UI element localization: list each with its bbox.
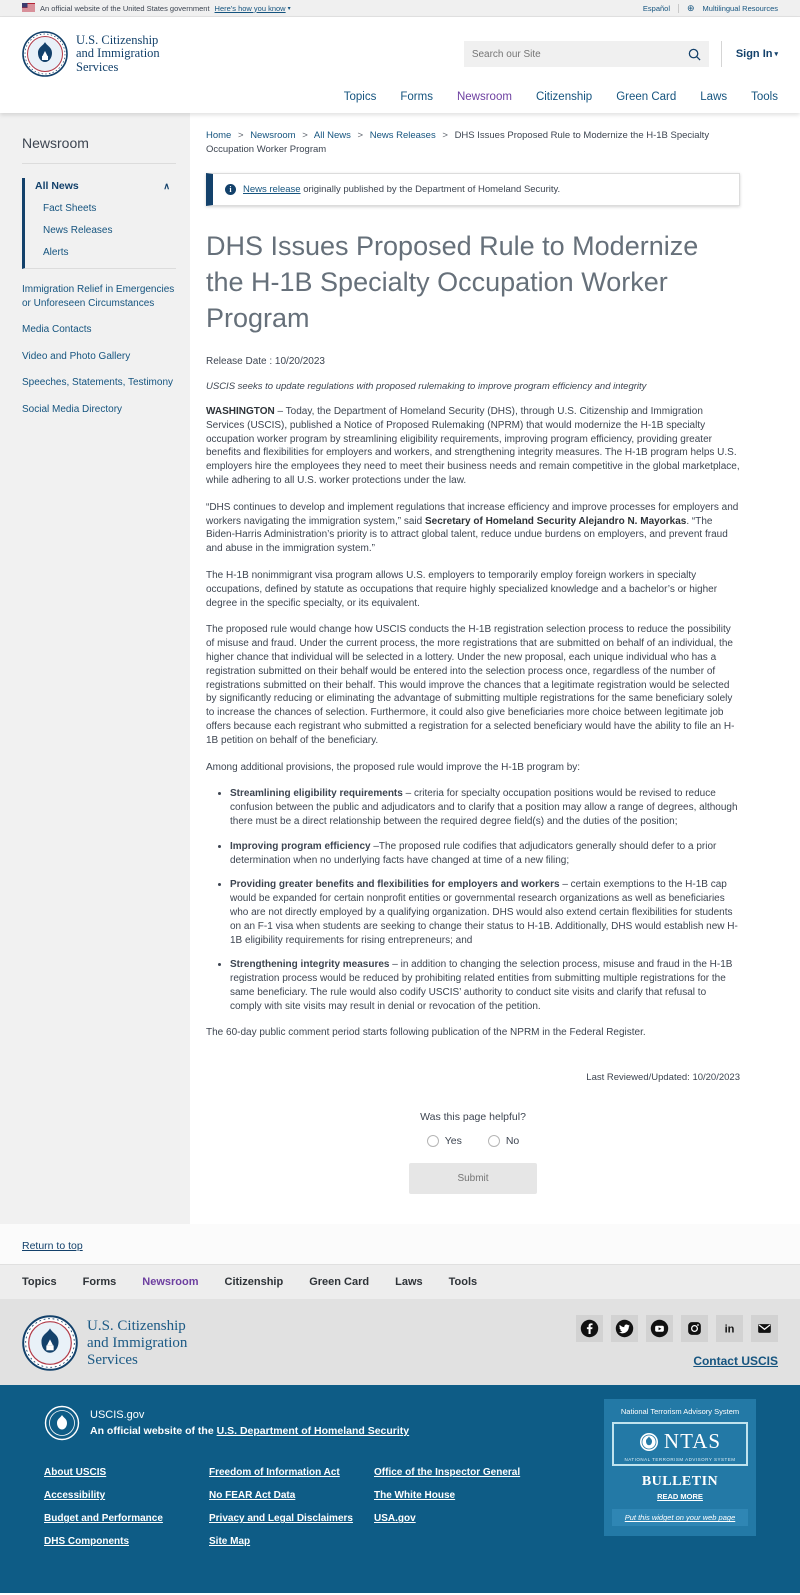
sidebar-item-fact-sheets[interactable]: Fact Sheets (43, 203, 97, 214)
bullet-bold: Streamlining eligibility requirements (230, 788, 403, 800)
dhs-seal-icon (44, 1405, 80, 1441)
paragraph: The proposed rule would change how USCIS conducts the H-1B registration selection process to reduce the possibility of misuse and fraud. Under the current process, the more registrations that are submitted on behalf of an individual, the higher chance that individual will be selected in a lottery. Under the new proposal, each unique individual who has a registration submitted on their behalf would be entered into the selection process once, regardless of the number of registrations submitted on their behalf. This would improve the chances that a legitimate registration would be selected by significantly reducing or eliminating the advantage of submitting multiple registrations for the same beneficiary solely to increase the chances of selection. Furthermore, it could also give beneficiaries more choice between legitimate job offers because each registrant who submitted a registration for a selected beneficiary would have the ability to file an H-1B petition on behalf of the beneficiary. (206, 624, 735, 746)
paragraph: Among additional provisions, the proposed rule would improve the H-1B program by: (206, 761, 581, 773)
footer-gov-name: USCIS.gov (90, 1409, 145, 1422)
ntas-caption: NATIONAL TERRORISM ADVISORY SYSTEM (624, 1457, 736, 1463)
footer-nav-forms[interactable]: Forms (82, 1276, 117, 1289)
search-input[interactable] (472, 49, 688, 60)
footer-col-1 (44, 1467, 209, 1547)
how-you-know-link[interactable]: Here's how you know (214, 3, 286, 13)
site-search (464, 41, 709, 67)
feedback-question: Was this page helpful? (420, 1111, 526, 1124)
breadcrumb-all-news[interactable]: All News (313, 130, 351, 141)
ntas-widget (604, 1399, 756, 1536)
primary-nav (22, 91, 778, 107)
footer-nav-green-card[interactable]: Green Card (309, 1276, 370, 1289)
footer-link-foia[interactable]: Freedom of Information Act (209, 1467, 340, 1479)
footer-nav-topics[interactable]: Topics (22, 1276, 57, 1289)
nav-citizenship[interactable]: Citizenship (535, 91, 593, 103)
feedback-no-label: No (505, 1135, 520, 1148)
paragraph: The H-1B nonimmigrant visa program allows U.S. employers to temporarily employ foreign workers in specialty occupations, defined by statute as occupations that require highly specialized knowledge and a bachelor’s or higher degree in the specific specialty, or its equivalent. (206, 569, 718, 609)
list-item (230, 787, 740, 828)
bullet-text: – in addition to changing the selection process, misuse and fraud in the H-1B registration process would be reduced by prohibiting related entities from submitting multiple registrations for the same beneficiary. The rule would also codify USCIS’ authority to conduct site visits and clarify that refusal to comply with site visits may result in denial or revocation of the petition. (230, 959, 733, 1012)
return-top-strip (0, 1224, 800, 1264)
radio-icon[interactable] (488, 1135, 500, 1147)
article-subtitle: USCIS seeks to update regulations with proposed rulemaking to improve program efficiency and integrity (206, 381, 647, 392)
return-to-top-link[interactable]: Return to top (22, 1240, 83, 1253)
us-flag-icon (22, 3, 35, 14)
radio-icon[interactable] (427, 1135, 439, 1147)
bullet-text: – certain exemptions to the H-1B cap would be expanded for certain nonprofit entities or governmental research organizations as well as beneficiaries who are not directly employed by a qualifying organization. DHS would also extend certain flexibilities for students on an F-1 visa when students are seeking to change their status to H-1B. Additionally, DHS would establish new H-1B eligibility requirements for rising entrepreneurs; and (230, 879, 738, 946)
footer-nav-tools[interactable]: Tools (448, 1276, 478, 1289)
footer-nav-citizenship[interactable]: Citizenship (224, 1276, 284, 1289)
uscis-logo-text: U.S. Citizenship and Immigration Services (76, 32, 160, 74)
footer-link-privacy[interactable]: Privacy and Legal Disclaimers (209, 1513, 353, 1525)
feedback-no-radio[interactable] (488, 1135, 519, 1147)
email-icon[interactable] (751, 1315, 778, 1342)
footer-official-line: An official website of the U.S. Department of Homeland Security (90, 1425, 410, 1438)
feedback-yes-label: Yes (444, 1135, 462, 1148)
uscis-seal-icon (22, 31, 68, 77)
sidebar-item-immigration-relief[interactable]: Immigration Relief in Emergencies or Unforeseen Circumstances (22, 284, 175, 309)
sidebar (0, 113, 190, 1224)
facebook-icon[interactable] (576, 1315, 603, 1342)
info-icon: i (225, 184, 236, 195)
bullet-bold: Improving program efficiency (230, 840, 371, 852)
paragraph-bold: Secretary of Homeland Security Alejandro N. Mayorkas (424, 515, 687, 527)
bullet-bold: Strengthening integrity measures (230, 959, 390, 971)
official-site-text: An official website of the United States government (40, 3, 210, 13)
breadcrumb (206, 129, 740, 157)
footer-col-3 (374, 1467, 539, 1547)
breadcrumb-news-releases[interactable]: News Releases (369, 130, 436, 141)
footer-link-usa-gov[interactable]: USA.gov (374, 1513, 416, 1525)
alert-text: originally published by the Department of Homeland Security. (300, 184, 561, 195)
chevron-down-icon: ▾ (774, 51, 778, 58)
main-content (190, 113, 800, 1224)
footer-col-2 (209, 1467, 374, 1547)
paragraph-text: . “The Biden-Harris Administration’s priority is to attract global talent, reduce undue burdens on employers, and prevent fraud and abuse in the immigration system.” (206, 515, 728, 555)
submit-button[interactable]: Submit (409, 1163, 536, 1194)
breadcrumb-home[interactable]: Home (206, 130, 232, 141)
nav-tools[interactable]: Tools (751, 91, 778, 103)
ntas-seal-icon (639, 1432, 659, 1452)
youtube-icon[interactable] (646, 1315, 673, 1342)
footer-nav-newsroom[interactable]: Newsroom (142, 1276, 199, 1289)
paragraph (206, 405, 740, 488)
sidebar-item-speeches[interactable]: Speeches, Statements, Testimony (22, 377, 174, 388)
sidebar-item-news-releases[interactable]: News Releases (43, 225, 113, 236)
list-item (230, 878, 740, 947)
sidebar-item-alerts[interactable]: Alerts (43, 247, 69, 258)
paragraph: The 60-day public comment period starts following publication of the NPRM in the Federal Register. (206, 1027, 646, 1039)
nav-forms[interactable]: Forms (400, 91, 433, 103)
chevron-up-icon: ∧ (163, 180, 170, 191)
social-links (576, 1315, 778, 1342)
paragraph (206, 501, 740, 556)
sidebar-item-media-contacts[interactable]: Media Contacts (22, 324, 92, 335)
ntas-logo-box (612, 1422, 748, 1466)
list-item (230, 840, 740, 868)
paragraph-bold: WASHINGTON (206, 406, 275, 417)
footer-link-inspector-general[interactable]: Office of the Inspector General (374, 1467, 521, 1479)
instagram-icon[interactable] (681, 1315, 708, 1342)
twitter-icon[interactable] (611, 1315, 638, 1342)
news-release-link[interactable]: News release (243, 184, 301, 195)
breadcrumb-separator: > (302, 130, 308, 141)
nav-topics[interactable]: Topics (343, 91, 377, 103)
uscis-logo[interactable] (22, 31, 160, 77)
breadcrumb-separator: > (357, 130, 364, 141)
ntas-level: BULLETIN (641, 1474, 719, 1490)
banner-divider (678, 4, 679, 13)
ntas-logo-text: NTAS (663, 1429, 722, 1454)
nav-newsroom[interactable]: Newsroom (456, 91, 512, 103)
ntas-title: National Terrorism Advisory System (620, 1407, 740, 1417)
ntas-read-more-link[interactable]: READ MORE (657, 1492, 703, 1502)
provisions-list (230, 787, 740, 1013)
breadcrumb-newsroom[interactable]: Newsroom (250, 130, 296, 141)
sidebar-group-all-news (22, 178, 176, 269)
footer-link-no-fear[interactable]: No FEAR Act Data (209, 1490, 296, 1502)
last-reviewed: Last Reviewed/Updated: 10/20/2023 (586, 1072, 740, 1084)
sidebar-heading: Newsroom (22, 135, 89, 151)
breadcrumb-separator: > (442, 130, 448, 141)
bullet-text: – criteria for specialty occupation positions would be revised to reduce confusion between the public and adjudicators and to clarify that a position may allow a range of degrees, although there must be a direct relationship between the required degree field(s) and the duties of the position; (230, 788, 738, 827)
release-date: Release Date : 10/20/2023 (206, 356, 325, 367)
sidebar-item-all-news[interactable]: All News ∧ (35, 180, 170, 192)
feedback-yes-radio[interactable] (427, 1135, 462, 1147)
sidebar-item-social-media-directory[interactable]: Social Media Directory (22, 403, 123, 415)
page-title: DHS Issues Proposed Rule to Modernize the H-1B Specialty Occupation Worker Program (206, 231, 699, 333)
chevron-down-icon: ▾ (287, 5, 291, 12)
footer-uscis-logo (22, 1315, 187, 1371)
sidebar-divider (22, 163, 176, 164)
breadcrumb-separator: > (237, 130, 244, 141)
footer-link-accessibility[interactable]: Accessibility (44, 1490, 106, 1502)
bullet-bold: Providing greater benefits and flexibilities for employers and workers (230, 879, 560, 891)
sidebar-links (22, 269, 176, 443)
news-release-alert (206, 173, 740, 206)
contact-uscis-link[interactable]: Contact USCIS (693, 1354, 778, 1369)
paragraph-text: – Today, the Department of Homeland Security (DHS), through U.S. Citizenship and Immigration Services (USCIS), published a Notice of Proposed Rulemaking (NPRM) that would modernize the H-1B specialty occupation worker program by streamlining eligibility requirements, improving program efficiency, providing greater benefits and flexibilities for employers and workers, and strengthening integrity measures. The H-1B program helps U.S. employers hire the employees they need to meet their business needs and remain competitive in the global marketplace, while adhering to all U.S. worker protections under the law. (206, 406, 740, 486)
paragraph-text: “DHS continues to develop and implement regulations that increase efficiency and improve processes for employers and workers navigating the immigration system,” said (206, 501, 739, 527)
search-icon[interactable] (688, 48, 701, 61)
multilingual-link[interactable]: Multilingual Resources (702, 3, 778, 13)
footer-link-site-map[interactable]: Site Map (209, 1536, 251, 1548)
nav-green-card[interactable]: Green Card (616, 91, 677, 103)
dhs-link[interactable]: U.S. Department of Homeland Security (216, 1425, 410, 1438)
svg-text:in: in (724, 1323, 735, 1336)
sidebar-item-video-photo-gallery[interactable]: Video and Photo Gallery (22, 350, 131, 362)
footer-nav-laws[interactable]: Laws (395, 1276, 423, 1289)
sign-in-button[interactable]: Sign In ▾ (721, 41, 778, 67)
site-header (0, 17, 800, 113)
footer-link-dhs-components[interactable]: DHS Components (44, 1536, 129, 1548)
globe-icon: ⊕ (687, 2, 695, 13)
nav-laws[interactable]: Laws (700, 91, 728, 103)
footer-blue (0, 1385, 800, 1593)
footer-mid (0, 1299, 800, 1385)
ntas-widget-link[interactable]: Put this widget on your web page (612, 1509, 748, 1526)
footer-link-budget-performance[interactable]: Budget and Performance (44, 1513, 163, 1525)
feedback-widget (206, 1111, 740, 1194)
gov-banner (0, 0, 800, 17)
list-item (230, 958, 740, 1013)
footer-link-about-uscis[interactable]: About USCIS (44, 1467, 107, 1479)
footer-nav (0, 1264, 800, 1299)
espanol-link[interactable]: Español (642, 3, 670, 13)
breadcrumb-current: DHS Issues Proposed Rule to Modernize the H-1B Specialty Occupation Worker Program (206, 130, 710, 155)
linkedin-icon[interactable] (716, 1315, 743, 1342)
footer-link-white-house[interactable]: The White House (374, 1490, 456, 1502)
uscis-seal-icon (22, 1315, 78, 1371)
footer-logo-text: U.S. Citizenship and Immigration Services (87, 1317, 188, 1368)
bullet-text: –The proposed rule codifies that adjudicators generally should defer to a prior determination when no underlying facts have changed at time of a new filing; (230, 840, 717, 866)
